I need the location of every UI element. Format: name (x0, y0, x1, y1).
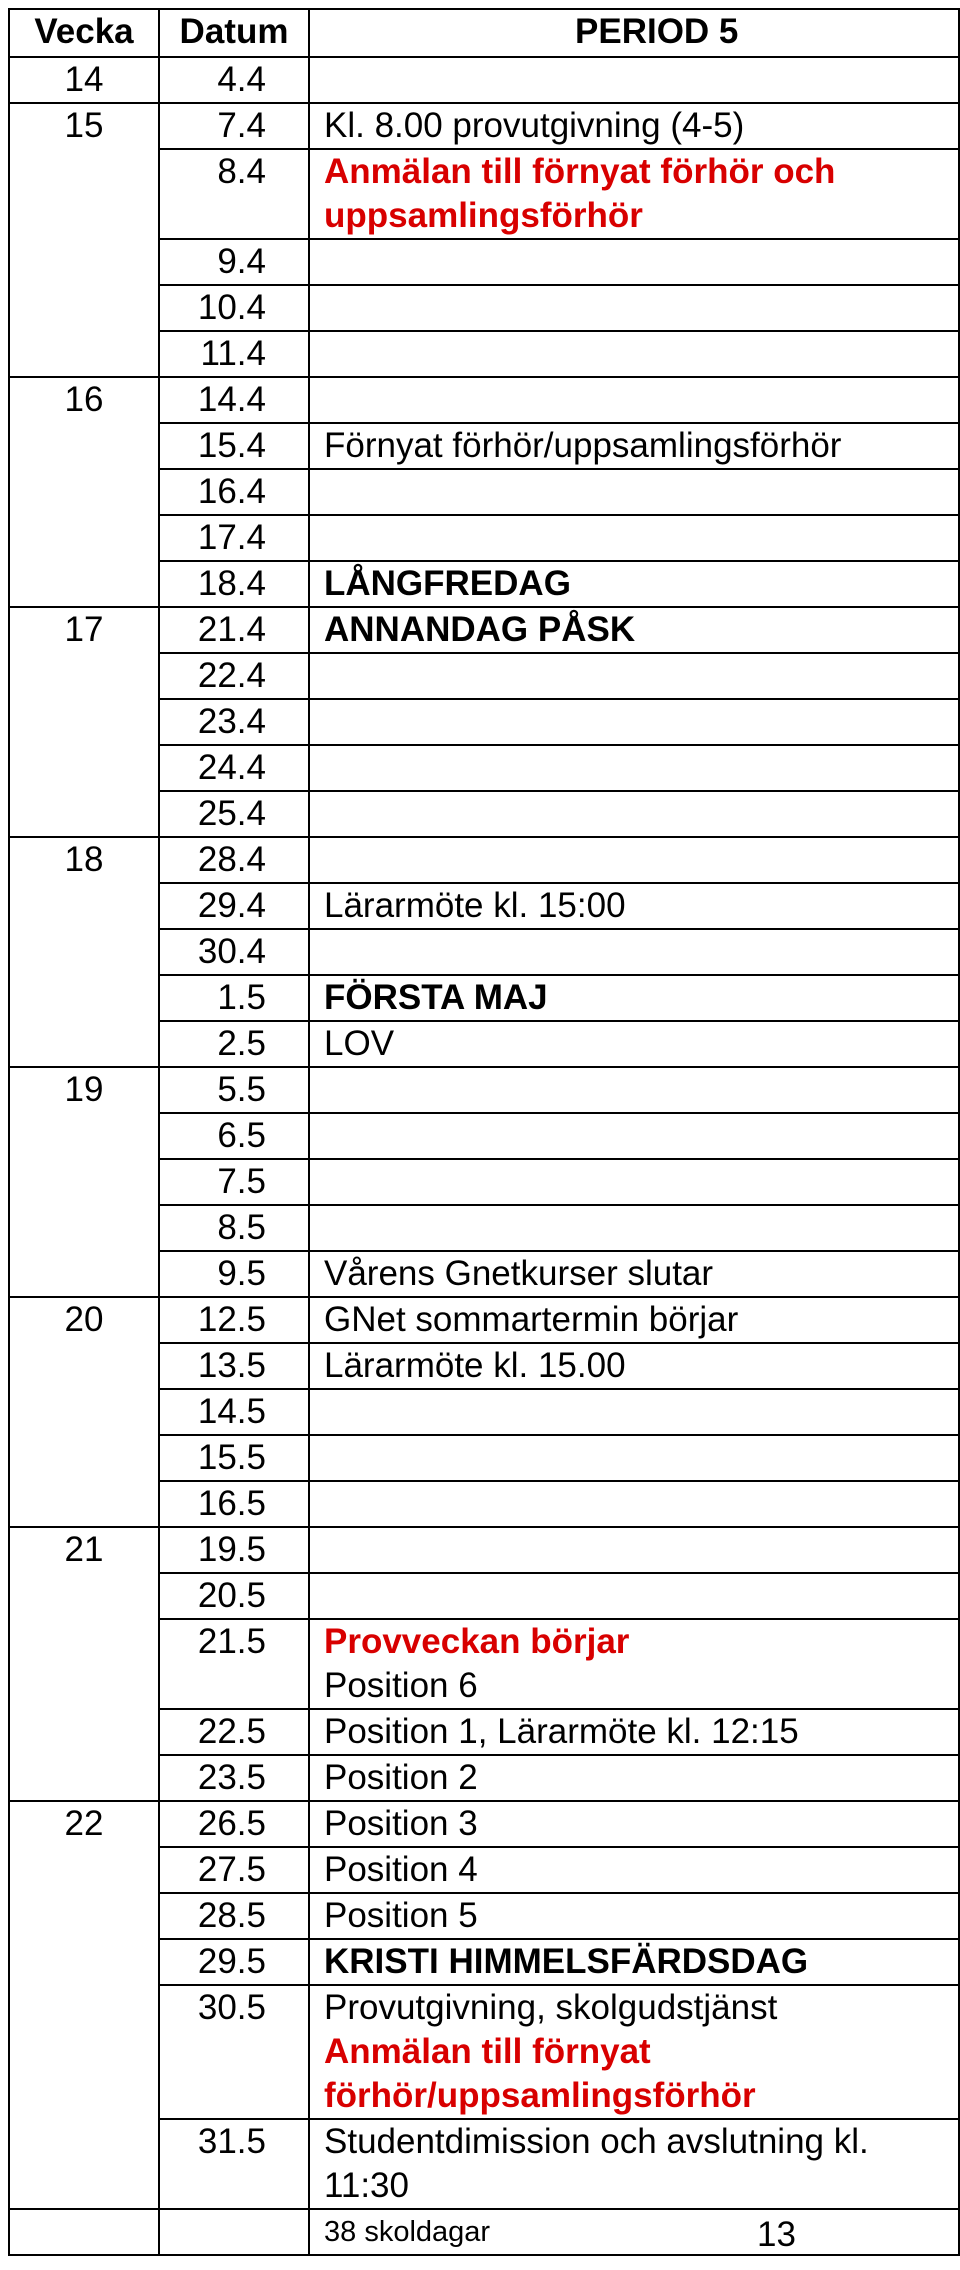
date-cell: 8.4 (159, 149, 309, 239)
event-cell (309, 1159, 959, 1205)
date-cell: 12.5 (159, 1297, 309, 1343)
date-cell: 9.5 (159, 1251, 309, 1297)
event-cell (309, 1435, 959, 1481)
week-cell: 16 (9, 377, 159, 607)
event-cell (309, 561, 959, 607)
date-cell: 16.5 (159, 1481, 309, 1527)
event-cell (309, 1205, 959, 1251)
date-cell: 31.5 (159, 2119, 309, 2209)
event-cell (309, 377, 959, 423)
date-cell: 8.5 (159, 1205, 309, 1251)
event-line: förhör/uppsamlingsförhör (324, 2076, 756, 2115)
event-line: Position 1, Lärarmöte kl. 12:15 (324, 1712, 799, 1751)
schedule-row (9, 1801, 959, 1847)
date-cell: 21.4 (159, 607, 309, 653)
schedule-row (9, 837, 959, 883)
event-cell (309, 1021, 959, 1067)
event-cell (309, 423, 959, 469)
schedule-body (9, 57, 959, 2255)
event-cell (309, 1985, 959, 2119)
event-line: GNet sommartermin börjar (324, 1300, 739, 1339)
date-cell: 19.5 (159, 1527, 309, 1573)
event-cell (309, 1939, 959, 1985)
event-line: Förnyat förhör/uppsamlingsförhör (324, 426, 842, 465)
date-cell: 26.5 (159, 1801, 309, 1847)
date-cell: 9.4 (159, 239, 309, 285)
date-cell: 27.5 (159, 1847, 309, 1893)
week-cell: 18 (9, 837, 159, 1067)
date-cell: 1.5 (159, 975, 309, 1021)
event-cell (309, 653, 959, 699)
event-line: FÖRSTA MAJ (324, 978, 548, 1017)
event-line: 38 skoldagar (324, 2216, 491, 2248)
date-cell: 29.5 (159, 1939, 309, 1985)
date-cell: 15.4 (159, 423, 309, 469)
event-cell (309, 837, 959, 883)
event-cell (309, 1389, 959, 1435)
schedule-row (9, 2209, 959, 2255)
schedule-row (9, 103, 959, 149)
schedule-row (9, 377, 959, 423)
event-line: ANNANDAG PÅSK (324, 610, 636, 649)
event-cell (309, 1801, 959, 1847)
event-cell (309, 699, 959, 745)
header-period: PERIOD 5 (309, 9, 959, 57)
event-cell (309, 1893, 959, 1939)
event-line: Position 3 (324, 1804, 478, 1843)
week-cell: 21 (9, 1527, 159, 1801)
schedule-row (9, 1297, 959, 1343)
event-line: Position 4 (324, 1850, 478, 1889)
event-line: Studentdimission och avslutning kl. (324, 2122, 869, 2161)
date-cell: 22.5 (159, 1709, 309, 1755)
date-cell: 7.4 (159, 103, 309, 149)
event-line: Anmälan till förnyat (324, 2032, 651, 2071)
event-cell (309, 515, 959, 561)
date-cell: 21.5 (159, 1619, 309, 1709)
date-cell: 30.5 (159, 1985, 309, 2119)
event-line: Position 6 (324, 1666, 478, 1705)
event-cell (309, 791, 959, 837)
event-cell (309, 239, 959, 285)
event-cell (309, 1067, 959, 1113)
date-cell: 25.4 (159, 791, 309, 837)
week-cell: 17 (9, 607, 159, 837)
date-cell: 4.4 (159, 57, 309, 103)
header-row (9, 9, 959, 57)
page-number: 13 (757, 2215, 796, 2254)
event-cell (309, 1251, 959, 1297)
header-datum: Datum (159, 9, 309, 57)
date-cell: 24.4 (159, 745, 309, 791)
event-cell (309, 1481, 959, 1527)
event-cell (309, 1573, 959, 1619)
event-line: Anmälan till förnyat förhör och (324, 152, 836, 191)
date-cell: 2.5 (159, 1021, 309, 1067)
week-cell: 19 (9, 1067, 159, 1297)
date-cell: 22.4 (159, 653, 309, 699)
event-cell (309, 1709, 959, 1755)
date-cell (159, 2209, 309, 2255)
date-cell: 30.4 (159, 929, 309, 975)
date-cell: 13.5 (159, 1343, 309, 1389)
header-vecka: Vecka (9, 9, 159, 57)
schedule-row (9, 1527, 959, 1573)
event-cell (309, 929, 959, 975)
event-cell (309, 883, 959, 929)
week-cell: 20 (9, 1297, 159, 1527)
date-cell: 5.5 (159, 1067, 309, 1113)
event-line: Lärarmöte kl. 15:00 (324, 886, 626, 925)
date-cell: 6.5 (159, 1113, 309, 1159)
date-cell: 23.5 (159, 1755, 309, 1801)
schedule-row (9, 57, 959, 103)
event-cell (309, 149, 959, 239)
event-line: Vårens Gnetkurser slutar (324, 1254, 714, 1293)
date-cell: 28.4 (159, 837, 309, 883)
event-cell (309, 1343, 959, 1389)
event-line: Position 2 (324, 1758, 478, 1797)
event-cell (309, 1297, 959, 1343)
event-line: Lärarmöte kl. 15.00 (324, 1346, 626, 1385)
event-cell (309, 975, 959, 1021)
event-line: KRISTI HIMMELSFÄRDSDAG (324, 1942, 809, 1981)
schedule-table (8, 8, 960, 2256)
event-line: uppsamlingsförhör (324, 196, 643, 235)
date-cell: 11.4 (159, 331, 309, 377)
date-cell: 15.5 (159, 1435, 309, 1481)
event-cell (309, 57, 959, 103)
event-cell (309, 1113, 959, 1159)
date-cell: 17.4 (159, 515, 309, 561)
date-cell: 7.5 (159, 1159, 309, 1205)
event-cell (309, 1619, 959, 1709)
date-cell: 14.5 (159, 1389, 309, 1435)
week-cell: 14 (9, 57, 159, 103)
event-cell (309, 607, 959, 653)
event-cell (309, 1847, 959, 1893)
event-line: LOV (324, 1024, 395, 1063)
event-cell (309, 285, 959, 331)
date-cell: 29.4 (159, 883, 309, 929)
event-cell (309, 745, 959, 791)
date-cell: 20.5 (159, 1573, 309, 1619)
week-cell: 22 (9, 1801, 159, 2209)
week-cell (9, 2209, 159, 2255)
event-line: Provutgivning, skolgudstjänst (324, 1988, 778, 2027)
date-cell: 28.5 (159, 1893, 309, 1939)
event-line: 11:30 (324, 2166, 409, 2205)
event-cell (309, 2209, 959, 2255)
date-cell: 16.4 (159, 469, 309, 515)
event-line: Provveckan börjar (324, 1622, 630, 1661)
event-cell (309, 2119, 959, 2209)
date-cell: 18.4 (159, 561, 309, 607)
event-cell (309, 103, 959, 149)
event-line: LÅNGFREDAG (324, 564, 571, 603)
date-cell: 23.4 (159, 699, 309, 745)
event-cell (309, 469, 959, 515)
event-cell (309, 1755, 959, 1801)
event-cell (309, 331, 959, 377)
schedule-row (9, 607, 959, 653)
event-line: Position 5 (324, 1896, 478, 1935)
event-line: Kl. 8.00 provutgivning (4-5) (324, 106, 745, 145)
schedule-row (9, 1067, 959, 1113)
date-cell: 14.4 (159, 377, 309, 423)
date-cell: 10.4 (159, 285, 309, 331)
event-cell (309, 1527, 959, 1573)
week-cell: 15 (9, 103, 159, 377)
